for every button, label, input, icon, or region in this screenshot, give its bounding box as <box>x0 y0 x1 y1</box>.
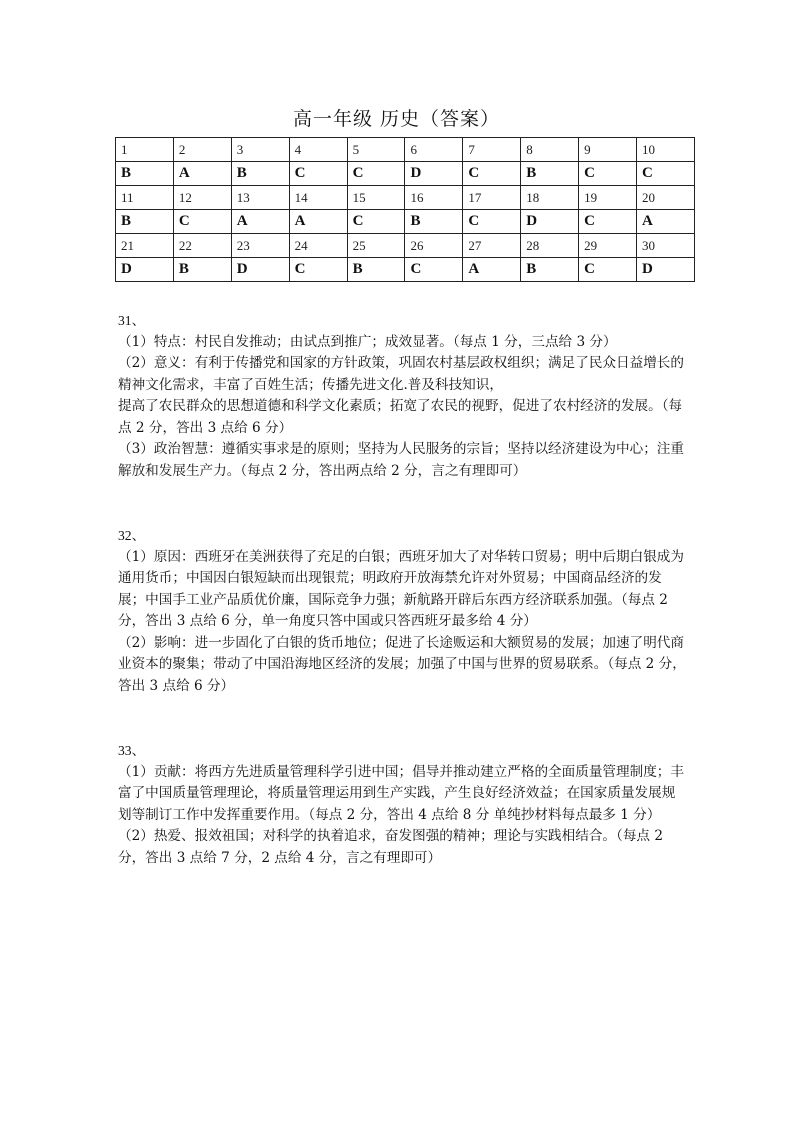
answer-cell: C <box>173 210 231 234</box>
answer-cell: C <box>463 162 521 186</box>
question-number-cell: 17 <box>463 186 521 210</box>
question-number-cell: 30 <box>637 234 695 258</box>
answer-cell: C <box>347 162 405 186</box>
question-block <box>118 525 688 697</box>
answer-cell: B <box>231 162 289 186</box>
question-number-cell: 24 <box>289 234 347 258</box>
answer-paragraph: 提高了农民群众的思想道德和科学文化素质；拓宽了农民的视野，促进了农村经济的发展。（每点 2 分，答出 3 点给 6 分） <box>118 398 683 436</box>
answer-cell: B <box>347 258 405 282</box>
question-number-cell: 9 <box>579 138 637 162</box>
question-number-cell: 4 <box>289 138 347 162</box>
question-number-cell: 15 <box>347 186 405 210</box>
answer-cell: C <box>405 258 463 282</box>
question-number-cell: 25 <box>347 234 405 258</box>
question-number-cell: 28 <box>521 234 579 258</box>
answer-table <box>115 137 695 282</box>
answer-cell: C <box>579 210 637 234</box>
page-title: 高一年级 历史（答案） <box>292 108 501 130</box>
answer-section <box>118 310 688 869</box>
question-number-cell: 3 <box>231 138 289 162</box>
answer-cell: C <box>579 162 637 186</box>
question-number-cell: 26 <box>405 234 463 258</box>
question-number-cell: 19 <box>579 186 637 210</box>
question-number-row <box>116 234 695 258</box>
answer-cell: C <box>289 258 347 282</box>
answer-cell: D <box>405 162 463 186</box>
answer-paragraph: （1）原因：西班牙在美洲获得了充足的白银；西班牙加大了对华转口贸易；明中后期白银成为通用货币；中国因白银短缺而出现银荒；明政府开放海禁允许对外贸易；中国商品经济的发展；中国手工业产品质优价廉，国际竞争力强；新航路开辟后东西方经济联系加强。（每点 2 分，答出 3 点给 6 分，单一角度只答中国或只答西班牙最多给 4 分） <box>118 548 684 629</box>
answer-cell: C <box>579 258 637 282</box>
answer-paragraph: （1）特点：村民自发推动；由试点到推广；成效显著。（每点 1 分，三点给 3 分） <box>118 333 617 350</box>
answer-cell: D <box>521 210 579 234</box>
answer-cell: A <box>231 210 289 234</box>
question-number-cell: 1 <box>116 138 174 162</box>
question-number-cell: 11 <box>116 186 174 210</box>
answer-cell: D <box>231 258 289 282</box>
answer-paragraph: （2）影响：进一步固化了白银的货币地位；促进了长途贩运和大额贸易的发展；加速了明代商业资本的聚集；带动了中国沿海地区经济的发展；加强了中国与世界的贸易联系。（每点 2 分，答出 3 点给 6 分） <box>118 634 686 694</box>
question-number-cell: 13 <box>231 186 289 210</box>
answer-paragraph: （2）意义：有利于传播党和国家的方针政策，巩固农村基层政权组织；满足了民众日益增长的精神文化需求，丰富了百姓生活；传播先进文化.普及科技知识， <box>118 355 684 393</box>
question-number-cell: 8 <box>521 138 579 162</box>
answer-cell: A <box>173 162 231 186</box>
answer-key-row <box>116 210 695 234</box>
question-number-cell: 12 <box>173 186 231 210</box>
answer-cell: B <box>173 258 231 282</box>
answer-paragraph: （1）贡献：将西方先进质量管理科学引进中国；倡导并推动建立严格的全面质量管理制度；丰富了中国质量管理理论，将质量管理运用到生产实践，产生良好经济效益；在国家质量发展规划等制订工作中发挥重要作用。（每点 2 分，答出 4 点给 8 分 单纯抄材料每点最多 1 分） <box>118 763 684 823</box>
question-number-cell: 27 <box>463 234 521 258</box>
question-number: 32、 <box>118 528 146 543</box>
answer-cell: D <box>637 258 695 282</box>
question-number-cell: 10 <box>637 138 695 162</box>
answer-cell: B <box>116 210 174 234</box>
answer-cell: B <box>521 258 579 282</box>
question-number-cell: 22 <box>173 234 231 258</box>
answer-key-row <box>116 162 695 186</box>
answer-cell: A <box>289 210 347 234</box>
question-number-cell: 16 <box>405 186 463 210</box>
question-block <box>118 740 688 869</box>
question-number: 31、 <box>118 313 146 328</box>
answer-cell: C <box>347 210 405 234</box>
answer-cell: D <box>116 258 174 282</box>
answer-cell: A <box>637 210 695 234</box>
answer-cell: C <box>289 162 347 186</box>
answer-cell: B <box>521 162 579 186</box>
question-number-cell: 2 <box>173 138 231 162</box>
question-number-cell: 5 <box>347 138 405 162</box>
question-number-cell: 23 <box>231 234 289 258</box>
question-number-row <box>116 186 695 210</box>
answer-cell: C <box>637 162 695 186</box>
question-number-cell: 20 <box>637 186 695 210</box>
question-number-cell: 7 <box>463 138 521 162</box>
answer-key-row <box>116 258 695 282</box>
question-number-cell: 21 <box>116 234 174 258</box>
question-block <box>118 310 688 482</box>
answer-cell: A <box>463 258 521 282</box>
answer-cell: B <box>116 162 174 186</box>
question-number-cell: 18 <box>521 186 579 210</box>
question-number-row <box>116 138 695 162</box>
answer-paragraph: （3）政治智慧：遵循实事求是的原则；坚持为人民服务的宗旨；坚持以经济建设为中心；注重解放和发展生产力。（每点 2 分，答出两点给 2 分，言之有理即可） <box>118 441 684 479</box>
question-number-cell: 29 <box>579 234 637 258</box>
answer-cell: C <box>463 210 521 234</box>
answer-paragraph: （2）热爱、报效祖国；对科学的执着追求，奋发图强的精神；理论与实践相结合。（每点 2 分，答出 3 点给 7 分，2 点给 4 分，言之有理即可） <box>118 828 663 866</box>
answer-cell: B <box>405 210 463 234</box>
question-number-cell: 14 <box>289 186 347 210</box>
question-number: 33、 <box>118 743 146 758</box>
question-number-cell: 6 <box>405 138 463 162</box>
